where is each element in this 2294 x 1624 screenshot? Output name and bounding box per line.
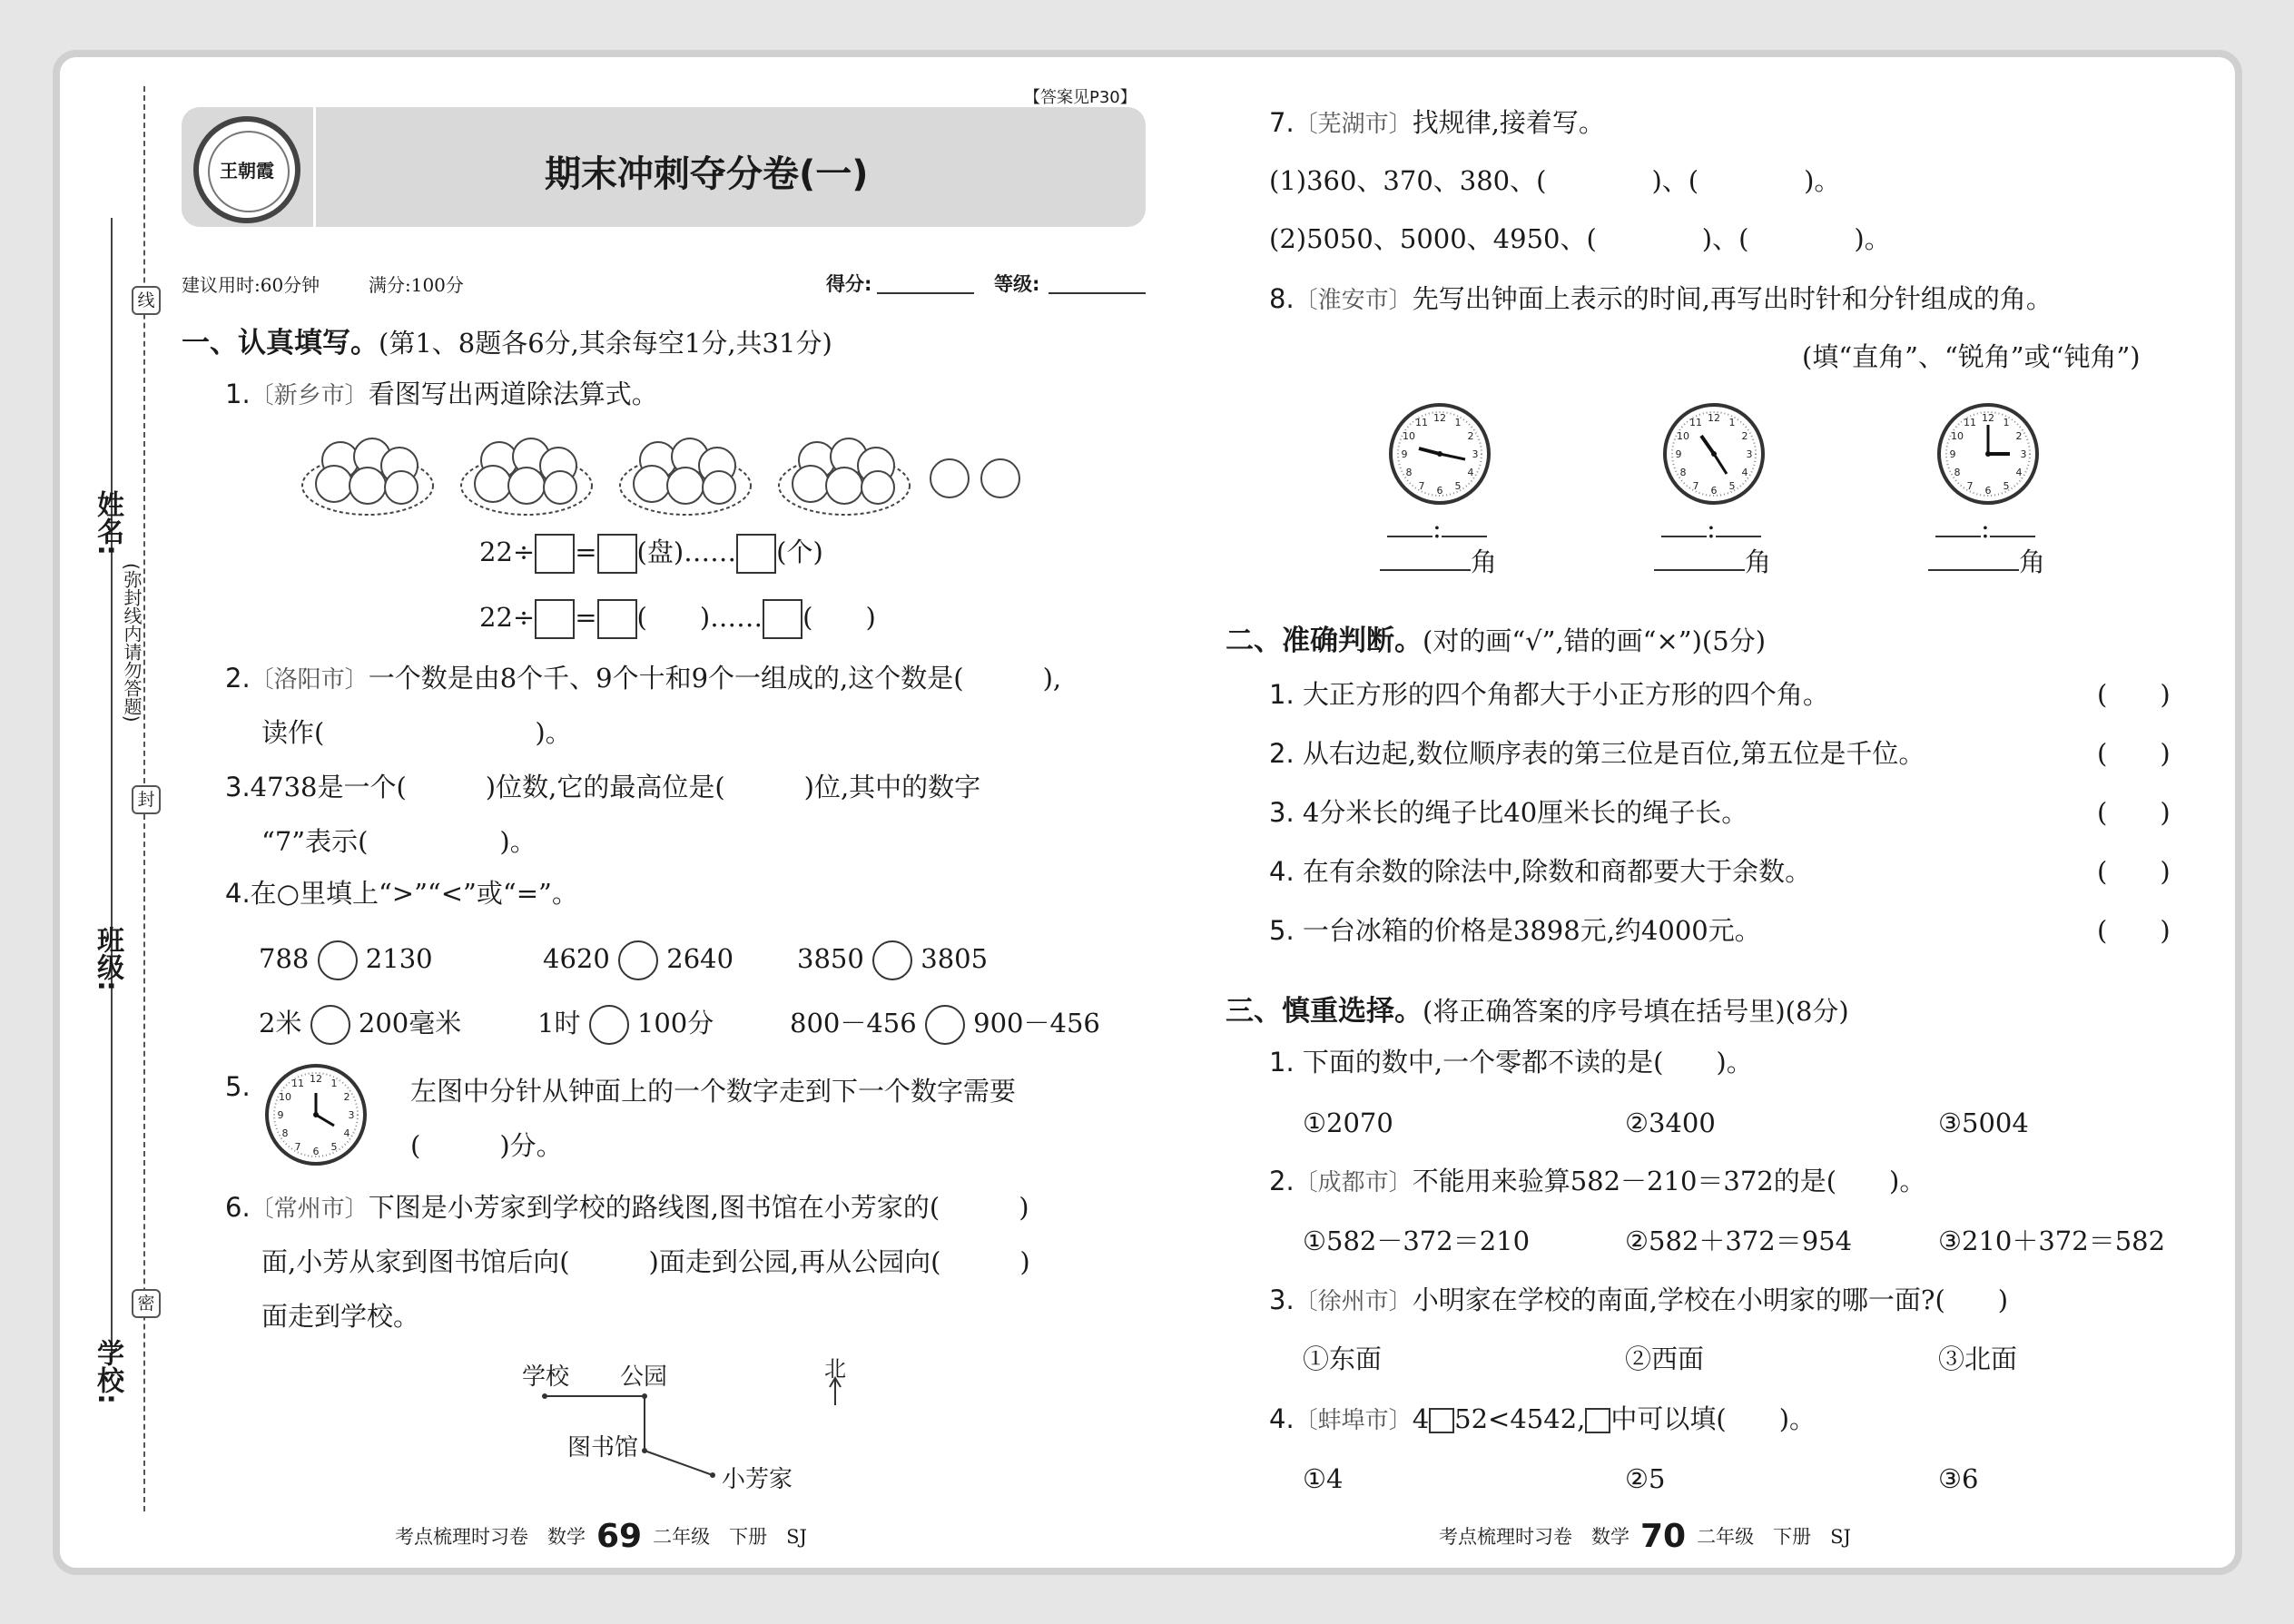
logo-text: 王朝霞 bbox=[220, 160, 274, 182]
full-score: 满分:100分 bbox=[369, 274, 464, 296]
svg-text:9: 9 bbox=[1675, 448, 1682, 460]
digit-box-reference bbox=[1585, 1408, 1610, 1433]
svg-text:1: 1 bbox=[330, 1078, 338, 1089]
grade-field[interactable] bbox=[1049, 292, 1146, 294]
svg-text:12: 12 bbox=[1708, 412, 1720, 424]
clock-1-time[interactable]: : bbox=[1387, 513, 1487, 545]
choice-1-option-b[interactable]: ②3400 bbox=[1625, 1107, 1716, 1138]
question-6-line-3: 面走到学校。 bbox=[261, 1301, 420, 1332]
choice-2-option-a[interactable]: ①582－372＝210 bbox=[1303, 1225, 1531, 1256]
judge-item-5: 5. 一台冰箱的价格是3898元,约4000元。 bbox=[1269, 915, 1761, 946]
seal-stamp-seal: 封 bbox=[132, 785, 161, 814]
judge-answer-2[interactable]: ( ) bbox=[2097, 738, 2171, 769]
q7-sequence-2: (2)5050、5000、4950、( )、( )。 bbox=[1269, 223, 1891, 254]
q4-compare-1: 788 2130 bbox=[259, 940, 433, 980]
svg-text:2: 2 bbox=[2015, 430, 2023, 442]
notice-text: (弥封线内请勿答题) bbox=[121, 563, 143, 723]
choice-4: 4.〔蚌埠市〕4 52<4542, 中可以填( )。 bbox=[1269, 1403, 1816, 1434]
score-label: 得分: bbox=[826, 273, 872, 295]
page-footer-right: 考点梳理时习卷 数学 70 二年级 下册 SJ bbox=[1439, 1518, 1851, 1555]
question-6-line-2: 面,小芳从家到图书馆后向( )面走到公园,再从公园向( ) bbox=[261, 1246, 1030, 1277]
question-5-text: 左图中分针从钟面上的一个数字走到下一个数字需要 bbox=[410, 1076, 1017, 1107]
svg-text:8: 8 bbox=[1954, 467, 1961, 478]
svg-text:6: 6 bbox=[312, 1146, 320, 1157]
compare-circle[interactable] bbox=[618, 940, 658, 980]
svg-text:12: 12 bbox=[310, 1073, 322, 1085]
question-1: 1.〔新乡市〕看图写出两道除法算式。 bbox=[225, 379, 658, 409]
seal-stamp-line: 线 bbox=[132, 286, 161, 315]
svg-text:12: 12 bbox=[1982, 412, 1994, 424]
clock-3-angle[interactable]: 角 bbox=[1928, 546, 2045, 578]
q8-hint: (填“直角”、“锐角”或“钝角”) bbox=[1802, 341, 2141, 372]
map-north-label: 北 bbox=[824, 1356, 846, 1382]
clock-icon bbox=[1935, 401, 2041, 507]
answer-box[interactable] bbox=[736, 534, 776, 574]
choice-3: 3.〔徐州市〕小明家在学校的南面,学校在小明家的哪一面?( ) bbox=[1269, 1284, 2009, 1315]
question-2: 2.〔洛阳市〕一个数是由8个千、9个十和9个一组成的,这个数是( ), bbox=[225, 663, 1062, 694]
answer-reference: 【答案见P30】 bbox=[1024, 88, 1137, 107]
seal-stamp-secret: 密 bbox=[132, 1289, 161, 1318]
page-number: 70 bbox=[1640, 1518, 1687, 1555]
section-3-heading: 三、慎重选择。(将正确答案的序号填在括号里)(8分) bbox=[1226, 995, 1849, 1028]
choice-1-option-a[interactable]: ①2070 bbox=[1303, 1107, 1393, 1138]
svg-text:8: 8 bbox=[281, 1127, 289, 1139]
choice-2-option-b[interactable]: ②582＋372＝954 bbox=[1625, 1225, 1853, 1256]
question-3-line-2: “7”表示( )。 bbox=[261, 826, 537, 857]
svg-text:10: 10 bbox=[1677, 430, 1689, 442]
answer-box[interactable] bbox=[597, 534, 637, 574]
svg-text:4: 4 bbox=[1467, 467, 1474, 478]
map-label-park: 公园 bbox=[620, 1363, 668, 1391]
choice-4-option-c[interactable]: ③6 bbox=[1938, 1463, 1979, 1494]
map-label-school: 学校 bbox=[522, 1363, 570, 1391]
brand-logo bbox=[193, 116, 300, 223]
map-label-home: 小芳家 bbox=[722, 1466, 793, 1493]
compare-circle[interactable] bbox=[872, 940, 912, 980]
svg-text:6: 6 bbox=[1710, 485, 1718, 497]
svg-text:11: 11 bbox=[1415, 417, 1428, 428]
compare-circle[interactable] bbox=[310, 1005, 350, 1045]
svg-text:2: 2 bbox=[1467, 430, 1474, 442]
svg-text:10: 10 bbox=[1403, 430, 1415, 442]
question-8: 8.〔淮安市〕先写出钟面上表示的时间,再写出时针和分针组成的角。 bbox=[1269, 283, 2053, 314]
clock-2-time[interactable]: : bbox=[1661, 513, 1761, 545]
compare-circle[interactable] bbox=[589, 1005, 629, 1045]
judge-answer-5[interactable]: ( ) bbox=[2097, 915, 2171, 946]
name-label: 姓名: bbox=[92, 490, 123, 556]
choice-3-option-c[interactable]: ③北面 bbox=[1938, 1343, 2018, 1374]
judge-item-1: 1. 大正方形的四个角都大于小正方形的四个角。 bbox=[1269, 679, 1829, 710]
section-1-heading: 一、认真填写。(第1、8题各6分,其余每空1分,共31分) bbox=[182, 327, 832, 359]
question-6: 6.〔常州市〕下图是小芳家到学校的路线图,图书馆在小芳家的( ) bbox=[225, 1192, 1029, 1223]
svg-text:7: 7 bbox=[1692, 480, 1699, 492]
svg-text:5: 5 bbox=[1454, 480, 1462, 492]
answer-box[interactable] bbox=[763, 599, 802, 639]
svg-text:11: 11 bbox=[1964, 417, 1976, 428]
banner-divider bbox=[313, 107, 316, 227]
question-2-line-2: 读作( )。 bbox=[261, 717, 572, 748]
q4-compare-5: 1时 100分 bbox=[537, 1005, 714, 1045]
section-2-heading: 二、准确判断。(对的画“√”,错的画“×”)(5分) bbox=[1226, 625, 1767, 657]
q4-compare-2: 4620 2640 bbox=[543, 940, 733, 980]
grade-label: 等级: bbox=[994, 273, 1040, 295]
svg-text:7: 7 bbox=[294, 1141, 301, 1153]
choice-4-option-b[interactable]: ②5 bbox=[1625, 1463, 1666, 1494]
judge-item-3: 3. 4分米长的绳子比40厘米长的绳子长。 bbox=[1269, 797, 1748, 828]
school-label: 学校: bbox=[92, 1339, 123, 1404]
peach-illustration bbox=[300, 422, 1026, 522]
page-number: 69 bbox=[596, 1518, 643, 1555]
page-title: 期末冲刺夺分卷(一) bbox=[545, 153, 869, 195]
svg-text:3: 3 bbox=[348, 1109, 355, 1121]
clock-1-angle[interactable]: 角 bbox=[1380, 546, 1497, 578]
svg-text:11: 11 bbox=[291, 1078, 304, 1089]
svg-text:9: 9 bbox=[1401, 448, 1408, 460]
choice-2: 2.〔成都市〕不能用来验算582－210＝372的是( )。 bbox=[1269, 1166, 1926, 1196]
svg-text:9: 9 bbox=[1949, 448, 1956, 460]
q7-sequence-1: (1)360、370、380、( )、( )。 bbox=[1269, 165, 1841, 196]
question-5-number: 5. bbox=[225, 1071, 251, 1102]
svg-text:7: 7 bbox=[1418, 480, 1425, 492]
svg-text:2: 2 bbox=[343, 1091, 350, 1103]
clock-icon bbox=[1661, 401, 1767, 507]
judge-item-4: 4. 在有余数的除法中,除数和商都要大于余数。 bbox=[1269, 856, 1812, 887]
choice-4-option-a[interactable]: ①4 bbox=[1303, 1463, 1344, 1494]
choice-2-option-c[interactable]: ③210＋372＝582 bbox=[1938, 1225, 2166, 1256]
question-7: 7.〔芜湖市〕找规律,接着写。 bbox=[1269, 107, 1605, 138]
answer-box[interactable] bbox=[597, 599, 637, 639]
q4-compare-3: 3850 3805 bbox=[797, 940, 988, 980]
answer-box[interactable] bbox=[535, 534, 575, 574]
clock-icon bbox=[1387, 401, 1492, 507]
choice-1: 1. 下面的数中,一个零都不读的是( )。 bbox=[1269, 1047, 1753, 1078]
svg-text:1: 1 bbox=[1728, 417, 1736, 428]
svg-text:2: 2 bbox=[1741, 430, 1748, 442]
svg-text:1: 1 bbox=[2003, 417, 2010, 428]
q4-compare-4: 2米 200毫米 bbox=[259, 1005, 461, 1045]
compare-circle[interactable] bbox=[925, 1005, 965, 1045]
choice-1-option-c[interactable]: ③5004 bbox=[1938, 1107, 2029, 1138]
svg-text:8: 8 bbox=[1405, 467, 1413, 478]
svg-text:6: 6 bbox=[1984, 485, 1992, 497]
svg-text:6: 6 bbox=[1436, 485, 1443, 497]
compare-circle[interactable] bbox=[318, 940, 358, 980]
clock-icon bbox=[263, 1062, 369, 1167]
svg-text:3: 3 bbox=[1746, 448, 1753, 460]
svg-text:11: 11 bbox=[1689, 417, 1702, 428]
score-field[interactable] bbox=[877, 292, 974, 294]
judge-answer-1[interactable]: ( ) bbox=[2097, 679, 2171, 710]
svg-text:4: 4 bbox=[1741, 467, 1748, 478]
digit-box[interactable] bbox=[1429, 1408, 1454, 1433]
svg-text:5: 5 bbox=[2003, 480, 2010, 492]
question-3: 3.4738是一个( )位数,它的最高位是( )位,其中的数字 bbox=[225, 772, 981, 802]
binding-solid-line bbox=[111, 218, 113, 1362]
map-label-library: 图书馆 bbox=[567, 1434, 639, 1462]
q1-equation-row-2: 22÷ = ( )…… ( ) bbox=[479, 599, 876, 639]
svg-text:12: 12 bbox=[1433, 412, 1446, 424]
page-footer-left: 考点梳理时习卷 数学 69 二年级 下册 SJ bbox=[395, 1518, 807, 1555]
q4-compare-6: 800－456 900－456 bbox=[790, 1005, 1100, 1045]
clock-2-angle[interactable]: 角 bbox=[1654, 546, 1771, 578]
svg-text:5: 5 bbox=[330, 1141, 338, 1153]
judge-item-2: 2. 从右边起,数位顺序表的第三位是百位,第五位是千位。 bbox=[1269, 738, 1925, 769]
question-5-line-2: ( )分。 bbox=[410, 1130, 563, 1161]
class-label: 班级: bbox=[92, 926, 123, 991]
svg-text:3: 3 bbox=[1472, 448, 1479, 460]
clock-3-time[interactable]: : bbox=[1935, 513, 2035, 545]
choice-3-option-a[interactable]: ①东面 bbox=[1303, 1343, 1383, 1374]
svg-text:5: 5 bbox=[1728, 480, 1736, 492]
svg-text:4: 4 bbox=[2015, 467, 2023, 478]
time-limit: 建议用时:60分钟 bbox=[182, 274, 320, 296]
answer-box[interactable] bbox=[535, 599, 575, 639]
question-4: 4.在○里填上“>”“<”或“=”。 bbox=[225, 878, 578, 909]
svg-text:7: 7 bbox=[1966, 480, 1974, 492]
judge-answer-4[interactable]: ( ) bbox=[2097, 856, 2171, 887]
choice-3-option-b[interactable]: ②西面 bbox=[1625, 1343, 1705, 1374]
svg-text:4: 4 bbox=[343, 1127, 350, 1139]
svg-text:9: 9 bbox=[277, 1109, 284, 1121]
svg-text:1: 1 bbox=[1454, 417, 1462, 428]
svg-text:3: 3 bbox=[2020, 448, 2027, 460]
q1-equation-row-1: 22÷ = (盘)…… (个) bbox=[479, 534, 823, 574]
svg-text:8: 8 bbox=[1679, 467, 1687, 478]
svg-text:10: 10 bbox=[1951, 430, 1964, 442]
judge-answer-3[interactable]: ( ) bbox=[2097, 797, 2171, 828]
svg-text:10: 10 bbox=[279, 1091, 291, 1103]
